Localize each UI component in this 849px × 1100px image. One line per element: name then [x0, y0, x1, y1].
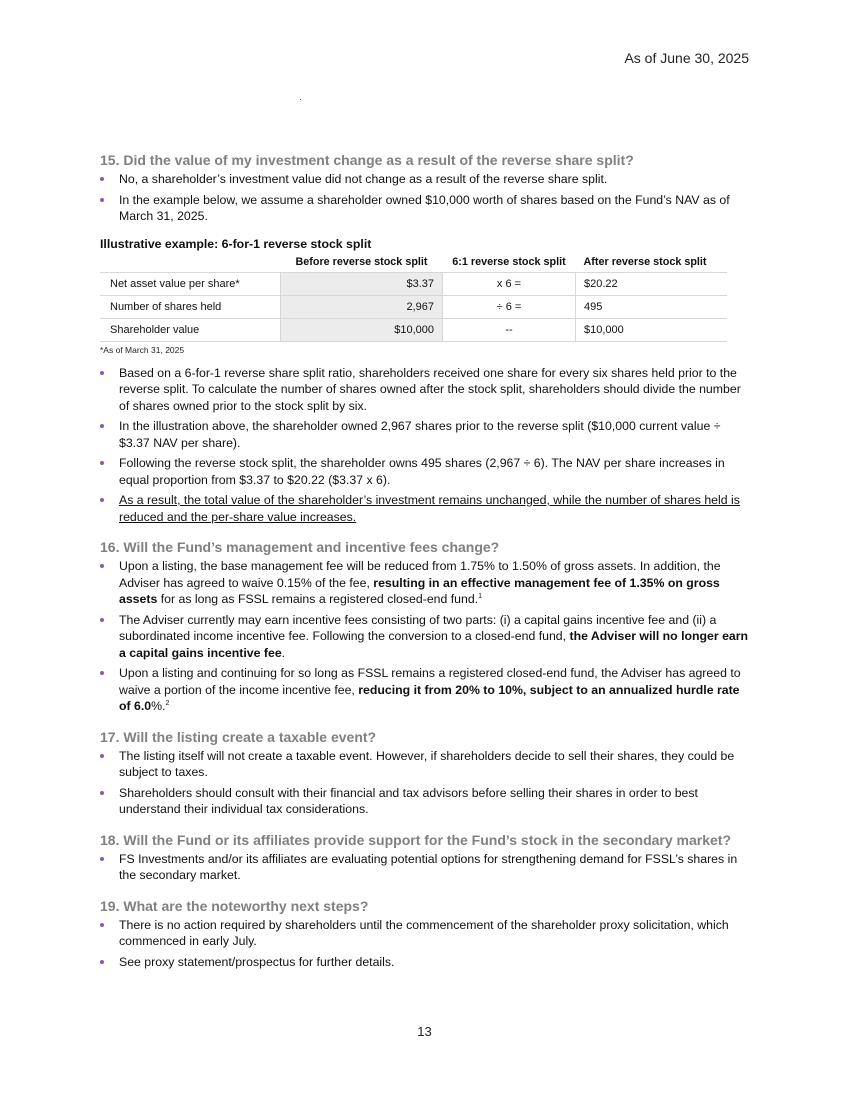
table-cell: 2,967	[281, 295, 443, 318]
table-row	[100, 272, 727, 295]
list-item: The listing itself will not create a taxable event. However, if shareholders decide to sell their shares, they could be subject to taxes.	[100, 748, 750, 781]
table-header-cell	[100, 254, 281, 273]
bullet-icon	[100, 671, 104, 675]
faq-17-title: 17. Will the listing create a taxable event?	[100, 728, 377, 745]
bullet-icon	[100, 754, 104, 758]
list-item: Upon a listing, the base management fee will be reduced from 1.75% to 1.50% of gross assets. In addition, the Adviser has agreed to waive 0.15% of the fee, resulting in an effective management fee of 1.35% on gross assets for as long as FSSL remains a registered closed-end fund.$^1$	[100, 558, 750, 608]
as-of-date: As of June 30, 2025	[624, 50, 749, 66]
table-header-cell: Before reverse stock split	[295, 255, 428, 268]
faq-18-bullets	[100, 851, 750, 884]
faq-15-bullets-bottom	[100, 365, 750, 526]
faq-16-title: 16. Will the Fund’s management and incentive fees change?	[100, 539, 500, 555]
list-item: The Adviser currently may earn incentive fees consisting of two parts: (i) a capital gains incentive fee and (ii) a subordinated income incentive fee. Following the conversion to a closed-end fund, the Adviser will no longer earn a capital gains incentive fee.	[100, 612, 750, 662]
table-row	[100, 295, 727, 318]
list-item: See proxy statement/prospectus for further details.	[100, 954, 750, 971]
bullet-icon	[100, 564, 104, 568]
bullet-icon	[100, 791, 104, 795]
table-footnote: *As of March 31, 2025	[100, 344, 185, 355]
table-cell: Shareholder value	[100, 318, 281, 341]
faq-15	[100, 152, 750, 525]
faq-16	[100, 539, 750, 715]
table-cell: 495	[576, 295, 728, 318]
bullet-icon	[100, 177, 104, 181]
underlined-conclusion: As a result, the total value of the shareholder’s investment remains unchanged, while the number of shares held is reduced and the per-share value increases.	[119, 493, 740, 524]
table-cell: $10,000	[576, 318, 728, 341]
faq-16-bullets	[100, 558, 750, 715]
bullet-icon	[100, 923, 104, 927]
bullet-icon	[100, 198, 104, 202]
list-item	[100, 492, 750, 525]
table-cell: Net asset value per share*	[100, 272, 281, 295]
list-item: FS Investments and/or its affiliates are evaluating potential options for strengthening demand for FSSL’s shares in the secondary market.	[100, 851, 750, 884]
table-cell: ÷ 6 =	[443, 295, 576, 318]
table-cell: $3.37	[281, 272, 443, 295]
stray-dot	[300, 99, 301, 100]
table-row	[100, 318, 727, 341]
list-item: Following the reverse stock split, the shareholder owns 495 shares (2,967 ÷ 6). The NAV per share increases in equal proportion from $3.37 to $20.22 ($3.37 x 6).	[100, 455, 750, 488]
table-header-row	[100, 254, 727, 273]
faq-15-title: 15. Did the value of my investment change as a result of the reverse share split?	[100, 152, 634, 168]
reverse-split-table	[100, 254, 727, 342]
faq-19-bullets	[100, 917, 750, 971]
table-cell: x 6 =	[443, 272, 576, 295]
faq-18	[100, 832, 750, 884]
faq-17-bullets	[100, 748, 750, 818]
bullet-icon	[100, 498, 104, 502]
list-item: Shareholders should consult with their financial and tax advisors before selling their shares in order to best understand their individual tax considerations.	[100, 785, 750, 818]
bullet-icon	[100, 371, 104, 375]
bullet-icon	[100, 960, 104, 964]
bullet-icon	[100, 424, 104, 428]
list-item: No, a shareholder’s investment value did not change as a result of the reverse share split.	[100, 171, 750, 188]
table-cell: --	[443, 318, 576, 341]
bullet-icon	[100, 461, 104, 465]
faq-19	[100, 898, 750, 971]
page-content	[100, 152, 750, 974]
example-title: Illustrative example: 6-for-1 reverse stock split	[100, 236, 372, 251]
faq-17	[100, 729, 750, 818]
list-item: In the example below, we assume a shareholder owned $10,000 worth of shares based on the Fund’s NAV as of March 31, 2025.	[100, 192, 750, 225]
list-item: Upon a listing and continuing for so long as FSSL remains a registered closed-end fund, the Adviser has agreed to waive a portion of the income incentive fee, reducing it from 20% to 10%, subject to an annualized hurdle rate of 6.0%.$^2$	[100, 665, 750, 715]
faq-18-title: 18. Will the Fund or its affiliates provide support for the Fund’s stock in the secondary market?	[100, 831, 732, 848]
table-cell: $20.22	[576, 272, 728, 295]
bullet-icon	[100, 857, 104, 861]
table-header-cell: 6:1 reverse stock split	[452, 255, 566, 268]
page-number: 13	[417, 1024, 432, 1039]
list-item: Based on a 6-for-1 reverse share split ratio, shareholders received one share for every six shares held prior to the reverse split. To calculate the number of shares owned after the stock split, shareholders should divide the number of shares owned prior to the stock split by six.	[100, 365, 750, 415]
table-cell: $10,000	[281, 318, 443, 341]
bullet-icon	[100, 618, 104, 622]
faq-19-title: 19. What are the noteworthy next steps?	[100, 897, 369, 914]
table-cell: Number of shares held	[100, 295, 281, 318]
footnote-ref: 1	[478, 592, 483, 600]
footnote-ref: 2	[165, 699, 170, 707]
faq-15-bullets-top	[100, 171, 750, 225]
list-item: There is no action required by shareholders until the commencement of the shareholder proxy solicitation, which commenced in early July.	[100, 917, 750, 950]
list-item: In the illustration above, the shareholder owned 2,967 shares prior to the reverse split ($10,000 current value ÷ $3.37 NAV per share).	[100, 418, 750, 451]
table-header-cell: After reverse stock split	[583, 255, 707, 268]
